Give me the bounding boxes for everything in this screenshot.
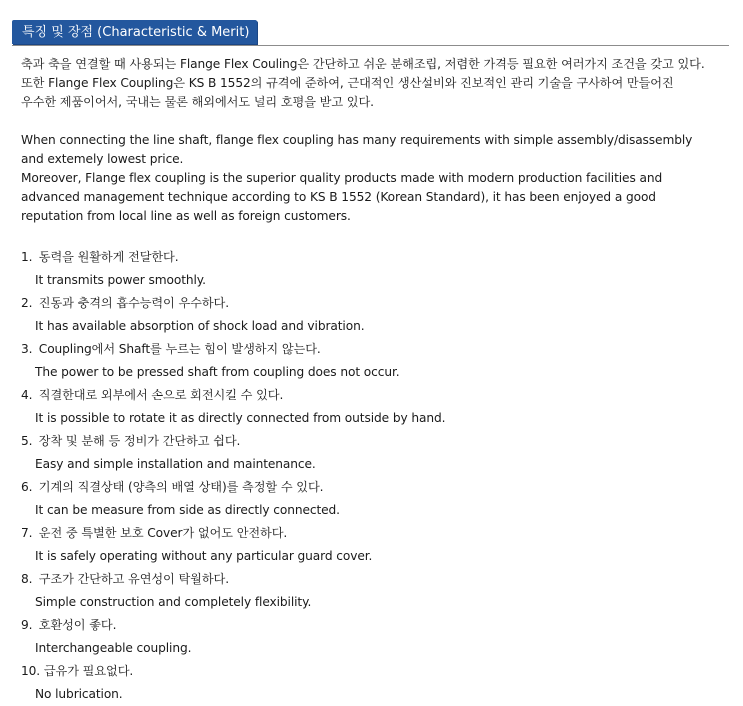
item-english: The power to be pressed shaft from coupling does not occur. [35, 365, 400, 379]
list-item [21, 660, 731, 706]
item-number: 1. [21, 250, 33, 264]
list-item [21, 338, 731, 384]
section-title-tab: 특징 및 장점 (Characteristic & Merit) [12, 20, 257, 44]
item-number: 3. [21, 342, 33, 356]
intro-ko-line: 또한 Flange Flex Coupling은 KS B 1552의 규격에 준하여, 근대적인 생산설비와 진보적인 관리 기술을 구사하여 만들어진 [21, 76, 674, 90]
intro-en-line: Moreover, Flange flex coupling is the superior quality products made with modern production facilities and [21, 171, 663, 185]
item-english: Easy and simple installation and maintenance. [35, 457, 316, 471]
list-item [21, 292, 731, 338]
item-english: No lubrication. [35, 687, 123, 701]
intro-en-line: and extemely lowest price. [21, 152, 184, 166]
item-number: 10. [21, 664, 41, 678]
item-english: It has available absorption of shock load and vibration. [35, 319, 365, 333]
section-header [12, 20, 729, 46]
intro-en-line: reputation from local line as well as foreign customers. [21, 209, 351, 223]
intro-korean [21, 55, 731, 112]
item-number: 2. [21, 296, 33, 310]
item-number: 5. [21, 434, 33, 448]
intro-en-line: When connecting the line shaft, flange flex coupling has many requirements with simple assembly/disassembly [21, 133, 693, 147]
item-korean: 호환성이 좋다. [38, 618, 117, 632]
item-number: 8. [21, 572, 33, 586]
item-english: It can be measure from side as directly connected. [35, 503, 340, 517]
list-item [21, 246, 731, 292]
item-korean: 장착 및 분해 등 정비가 간단하고 쉽다. [38, 434, 241, 448]
item-number: 6. [21, 480, 33, 494]
item-korean: 동력을 원활하게 전달한다. [38, 250, 179, 264]
section-divider [12, 45, 729, 46]
intro-english [21, 131, 731, 226]
list-item [21, 430, 731, 476]
item-english: Simple construction and completely flexibility. [35, 595, 312, 609]
merit-list [21, 246, 731, 706]
item-english: It transmits power smoothly. [35, 273, 206, 287]
item-number: 7. [21, 526, 33, 540]
item-english: It is safely operating without any particular guard cover. [35, 549, 373, 563]
intro-ko-line: 우수한 제품이어서, 국내는 물론 해외에서도 널리 호평을 받고 있다. [21, 95, 374, 109]
item-korean: 진동과 충격의 흡수능력이 우수하다. [38, 296, 229, 310]
item-number: 4. [21, 388, 33, 402]
paragraph-gap [21, 226, 731, 245]
paragraph-gap [21, 112, 731, 131]
list-item [21, 568, 731, 614]
item-korean: 구조가 간단하고 유연성이 탁월하다. [38, 572, 229, 586]
item-korean: 운전 중 특별한 보호 Cover가 없어도 안전하다. [38, 526, 288, 540]
item-english: Interchangeable coupling. [35, 641, 192, 655]
list-item [21, 476, 731, 522]
list-item [21, 522, 731, 568]
content-body [21, 55, 731, 706]
item-korean: 직결한대로 외부에서 손으로 회전시킬 수 있다. [38, 388, 284, 402]
list-item [21, 384, 731, 430]
item-korean: Coupling에서 Shaft를 누르는 힘이 발생하지 않는다. [38, 342, 321, 356]
item-korean: 급유가 필요없다. [43, 664, 134, 678]
item-english: It is possible to rotate it as directly connected from outside by hand. [35, 411, 446, 425]
item-number: 9. [21, 618, 33, 632]
item-korean: 기계의 직결상태 (양측의 배열 상태)를 측정할 수 있다. [38, 480, 324, 494]
intro-ko-line: 축과 축을 연결할 때 사용되는 Flange Flex Couling은 간단하고 쉬운 분해조립, 저렴한 가격등 필요한 여러가지 조건을 갖고 있다. [21, 57, 705, 71]
list-item [21, 614, 731, 660]
intro-en-line: advanced management technique according to KS B 1552 (Korean Standard), it has been enjoyed a good [21, 190, 656, 204]
